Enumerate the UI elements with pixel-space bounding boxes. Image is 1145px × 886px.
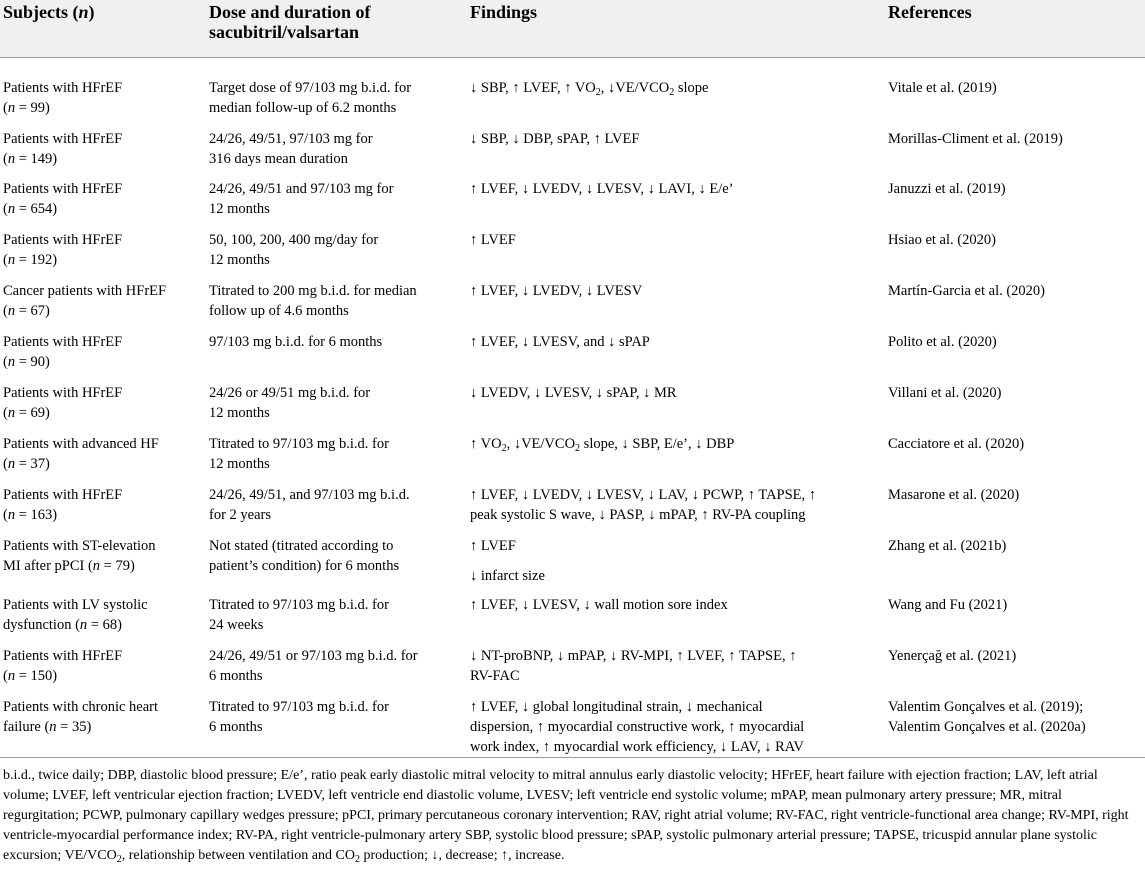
subjects-cell: (n = 37) bbox=[3, 456, 50, 472]
dose-cell: 12 months bbox=[209, 456, 270, 472]
subjects-cell: Patients with HFrEF bbox=[3, 131, 123, 147]
subjects-cell: MI after pPCI (n = 79) bbox=[3, 558, 135, 574]
dose-cell: 97/103 mg b.i.d. for 6 months bbox=[209, 334, 383, 350]
findings-cell: ↑ LVEF, ↓ LVESV, ↓ wall motion sore index bbox=[470, 597, 728, 613]
references-cell: Cacciatore et al. (2020) bbox=[888, 436, 1025, 452]
dose-cell: 24/26, 49/51 and 97/103 mg for bbox=[209, 181, 394, 197]
findings-cell: ↓ infarct size bbox=[470, 568, 545, 584]
references-cell: Martín-Garcia et al. (2020) bbox=[888, 283, 1046, 299]
dose-cell: 6 months bbox=[209, 668, 263, 684]
dose-cell: for 2 years bbox=[209, 507, 272, 523]
subjects-cell: Patients with chronic heart bbox=[3, 699, 159, 715]
findings-cell: RV-FAC bbox=[470, 668, 520, 684]
dose-cell: 24/26, 49/51, 97/103 mg for bbox=[209, 131, 373, 147]
references-cell: Januzzi et al. (2019) bbox=[888, 181, 1006, 197]
references-cell: Polito et al. (2020) bbox=[888, 334, 997, 350]
findings-cell: ↑ LVEF, ↓ LVEDV, ↓ LVESV, ↓ LAVI, ↓ E/e’ bbox=[470, 181, 734, 197]
subjects-cell: (n = 99) bbox=[3, 100, 50, 116]
findings-cell: ↑ $VO_2$, $↓VE/VCO_2$ slope, ↓ SBP, E/e’, ↓ DBP bbox=[470, 436, 735, 454]
subjects-cell: Patients with ST-elevation bbox=[3, 538, 156, 554]
findings-cell: ↑ LVEF, ↓ LVEDV, ↓ LVESV, ↓ LAV, ↓ PCWP, ↑ TAPSE, ↑ bbox=[470, 487, 817, 503]
subjects-cell: Patients with advanced HF bbox=[3, 436, 159, 452]
subjects-cell: (n = 90) bbox=[3, 354, 50, 370]
subjects-cell: Patients with HFrEF bbox=[3, 80, 123, 96]
subjects-cell: Patients with HFrEF bbox=[3, 487, 123, 503]
dose-cell: 12 months bbox=[209, 405, 270, 421]
references-cell: Wang and Fu (2021) bbox=[888, 597, 1008, 613]
dose-cell: median follow-up of 6.2 months bbox=[209, 100, 397, 116]
dose-cell: 6 months bbox=[209, 719, 263, 735]
dose-cell: 50, 100, 200, 400 mg/day for bbox=[209, 232, 379, 248]
header-dose: Dose and duration of sacubitril/valsartan bbox=[209, 2, 371, 42]
references-cell: Zhang et al. (2021b) bbox=[888, 538, 1007, 554]
dose-cell: Titrated to 97/103 mg b.i.d. for bbox=[209, 699, 389, 715]
findings-cell: ↑ LVEF, ↓ LVESV, and ↓ sPAP bbox=[470, 334, 650, 350]
dose-cell: Titrated to 200 mg b.i.d. for median bbox=[209, 283, 417, 299]
references-cell: Valentim Gonçalves et al. (2020a) bbox=[888, 719, 1086, 735]
findings-cell: dispersion, ↑ myocardial constructive work, ↑ myocardial bbox=[470, 719, 805, 735]
findings-cell: ↑ LVEF bbox=[470, 538, 516, 554]
table-bottom-rule bbox=[0, 757, 1145, 758]
findings-cell: ↑ LVEF bbox=[470, 232, 516, 248]
dose-cell: 12 months bbox=[209, 252, 270, 268]
dose-cell: Target dose of 97/103 mg b.i.d. for bbox=[209, 80, 412, 96]
dose-cell: 316 days mean duration bbox=[209, 151, 348, 167]
references-cell: Yenerçağ et al. (2021) bbox=[888, 648, 1017, 664]
subjects-cell: (n = 163) bbox=[3, 507, 58, 523]
dose-cell: 24/26 or 49/51 mg b.i.d. for bbox=[209, 385, 371, 401]
findings-cell: peak systolic S wave, ↓ PASP, ↓ mPAP, ↑ RV-PA coupling bbox=[470, 507, 806, 523]
references-cell: Masarone et al. (2020) bbox=[888, 487, 1020, 503]
references-cell: Morillas-Climent et al. (2019) bbox=[888, 131, 1063, 147]
header-references: References bbox=[888, 2, 972, 22]
findings-cell: ↑ LVEF, ↓ LVEDV, ↓ LVESV bbox=[470, 283, 643, 299]
findings-cell: ↓ LVEDV, ↓ LVESV, ↓ sPAP, ↓ MR bbox=[470, 385, 677, 401]
dose-cell: Not stated (titrated according to bbox=[209, 538, 394, 554]
references-cell: Villani et al. (2020) bbox=[888, 385, 1002, 401]
dose-cell: patient’s condition) for 6 months bbox=[209, 558, 400, 574]
subjects-cell: (n = 149) bbox=[3, 151, 58, 167]
dose-cell: follow up of 4.6 months bbox=[209, 303, 349, 319]
references-cell: Valentim Gonçalves et al. (2019); bbox=[888, 699, 1084, 715]
dose-cell: 12 months bbox=[209, 201, 270, 217]
header-subjects: Subjects (n) bbox=[3, 2, 95, 22]
table-header bbox=[0, 0, 1145, 57]
dose-cell: 24 weeks bbox=[209, 617, 264, 633]
subjects-cell: (n = 150) bbox=[3, 668, 58, 684]
subjects-cell: Patients with HFrEF bbox=[3, 232, 123, 248]
references-cell: Hsiao et al. (2020) bbox=[888, 232, 996, 248]
subjects-cell: Patients with HFrEF bbox=[3, 334, 123, 350]
subjects-cell: dysfunction (n = 68) bbox=[3, 617, 122, 633]
subjects-cell: failure (n = 35) bbox=[3, 719, 92, 735]
subjects-cell: (n = 69) bbox=[3, 405, 50, 421]
findings-cell: work index, ↑ myocardial work efficiency, ↓ LAV, ↓ RAV bbox=[470, 739, 804, 755]
subjects-cell: (n = 192) bbox=[3, 252, 58, 268]
header-findings: Findings bbox=[470, 2, 538, 22]
dose-cell: 24/26, 49/51, and 97/103 mg b.i.d. bbox=[209, 487, 410, 503]
subjects-cell: (n = 67) bbox=[3, 303, 50, 319]
table-footnote: b.i.d., twice daily; DBP, diastolic blood pressure; E/e’, ratio peak early diastolic mitral velocity to mitral annulus early diastolic velocity; HFrEF, heart failure with ejection fraction; LAV, left atrial volume; LVEF, left ventricular ejection fraction; LVEDV, left ventricle end diastolic volume, LVESV; left ventricle end systolic volume; mPAP, mean pulmonary artery pressure; MR, mitral regurgitation; PCWP, pulmonary capillary wedges pressure; pPCI, primary percutaneous coronary intervention; RAV, right atrial volume; RV-FAC, right ventricle-functional area change; RV-MPI, right ventricle-myocardial performance index; RV-PA, right ventricle-pulmonary artery SBP, systolic blood pressure; sPAP, systolic pulmonary arterial pressure; TAPSE, tricuspid annular plane systolic excursion; $VE/VCO_2$, relationship between ventilation and $CO_2$ production; ↓, decrease; ↑, increase. bbox=[3, 768, 1129, 865]
subjects-cell: Cancer patients with HFrEF bbox=[3, 283, 167, 299]
findings-cell: ↑ LVEF, ↓ global longitudinal strain, ↓ mechanical bbox=[470, 699, 763, 715]
subjects-cell: Patients with HFrEF bbox=[3, 181, 123, 197]
subjects-cell: (n = 654) bbox=[3, 201, 58, 217]
header-rule bbox=[0, 57, 1145, 58]
findings-cell: ↓ NT-proBNP, ↓ mPAP, ↓ RV-MPI, ↑ LVEF, ↑ TAPSE, ↑ bbox=[470, 648, 797, 664]
dose-cell: Titrated to 97/103 mg b.i.d. for bbox=[209, 597, 389, 613]
dose-cell: Titrated to 97/103 mg b.i.d. for bbox=[209, 436, 389, 452]
subjects-cell: Patients with HFrEF bbox=[3, 385, 123, 401]
findings-cell: ↓ SBP, ↓ DBP, sPAP, ↑ LVEF bbox=[470, 131, 640, 147]
findings-cell: ↓ SBP, ↑ LVEF, ↑ $VO_2$, $↓VE/VCO_2$ slope bbox=[470, 80, 709, 98]
references-cell: Vitale et al. (2019) bbox=[888, 80, 997, 96]
dose-cell: 24/26, 49/51 or 97/103 mg b.i.d. for bbox=[209, 648, 418, 664]
subjects-cell: Patients with LV systolic bbox=[3, 597, 148, 613]
subjects-cell: Patients with HFrEF bbox=[3, 648, 123, 664]
